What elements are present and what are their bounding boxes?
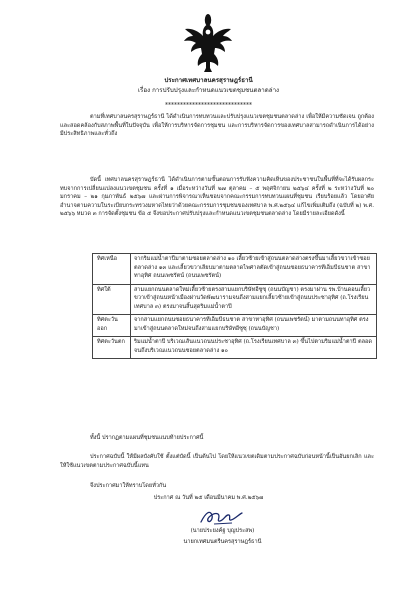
paragraph-procedure: บัดนี้ เทศบาลนครสุราษฎร์ธานี ได้ดำเนินการตามขั้นตอนการรับฟังความคิดเห็นของประชาชนในพื้นที่ที่จะได้รับผลกระทบจากการเปลี่ยนแปลงแนวเขตชุมชน ครั้งที่ ๑ เมื่อระหว่างวันที่ ๒๗ ตุลาคม – ๕ พฤศจิกายน ๒๕๖๔ ครั้งที่ ๒ ระหว่างวันที่ ๒๐ มกราคม – ๒๑ กุมภาพันธ์ ๒๕๖๗ และผ่านการพิจารณาเห็นชอบจากคณะกรรมการทบทวนแผนที่ชุมชน เรียบร้อยแล้ว โดยอาศัยอำนาจตามความในระเบียบกระทรวงมหาดไทยว่าด้วยคณะกรรมการชุมชนของเทศบาล พ.ศ.๒๕๖๔ แก้ไขเพิ่มเติมถึง (ฉบับที่ ๒) พ.ศ. ๒๕๖๖ หมวด ๓ การจัดตั้งชุมชน ข้อ ๕ จึงขอประกาศปรับปรุงและกำหนดแนวเขตชุมชนตลาดล่าง โดยมีรายละเอียดดังนี้ (60, 177, 374, 217)
announcement-date: ประกาศ ณ วันที่ ๒๕ เดือนมีนาคม พ.ศ.๒๕๖๗ (153, 495, 264, 501)
announcement-subject: เรื่อง การปรับปรุงและกำหนดแนวเขตชุมชนตลาดล่าง (137, 87, 280, 94)
boundary-direction: ทิศเหนือ (93, 254, 131, 285)
boundary-description: ริมแม่น้ำตาปี บริเวณเส้นแนวถนนประชาอุทิศ (ถ.โรงเรียนเทศบาล ๓) ขึ้นไปตามริมแม่น้ำตาปี ตลอดจนถึงบริเวณแนวถนนซอยตลาดล่าง ๑๐ (131, 337, 377, 359)
boundary-row-north (93, 254, 377, 285)
paragraph-intro: ตามที่เทศบาลนครสุราษฎร์ธานี ได้ดำเนินการทบทวนและปรับปรุงแนวเขตชุมชนตลาดล่าง เพื่อให้มีความชัดเจน ถูกต้อง และสอดคล้องกับสภาพพื้นที่ในปัจจุบัน เพื่อให้การบริหารจัดการชุมชน และการบริหารจัดการของเทศบาลสามารถดำเนินการได้อย่างมีประสิทธิภาพและทั่วถึง (60, 114, 374, 137)
signature-mark (198, 506, 244, 528)
paragraph-effective: ประกาศฉบับนี้ ให้มีผลบังคับใช้ ตั้งแต่บัดนี้ เป็นต้นไป โดยให้แนวเขตเดิมตามประกาศฉบับก่อนหน้านี้เป็นอันยกเลิก และให้ใช้แนวเขตตามประกาศฉบับนี้แทน (60, 454, 374, 469)
boundary-row-east (93, 315, 377, 337)
signer-name: (นายประยงค์ฐ บุญประสพ) (190, 528, 255, 534)
boundary-table (92, 253, 377, 359)
announcement-title: ประกาศเทศบาลนครสุราษฎร์ธานี (164, 77, 253, 84)
paragraph-map-reference: ทั้งนี้ ปรากฏตามแผนที่ชุมชนแนบท้ายประกาศนี้ (90, 435, 204, 441)
separator-line: ***************************** (165, 102, 252, 109)
boundary-description: จากสามแยกถนนซอยธนาคารทีเอ็มบีธนชาต สาขาทาอุทิศ (ถนนเพชรัตน์) มาตามถนนทาอุทิศ ตรงมาเข้าสู่ถนนตลาดใหม่จนถึงสามแยกบริษัทอีซูซุ (ถนนบัญชา) (131, 315, 377, 337)
boundary-row-south (93, 284, 377, 315)
boundary-row-west (93, 337, 377, 359)
garuda-emblem-icon (182, 12, 234, 74)
boundary-direction: ทิศตะวันออก (93, 315, 131, 337)
boundary-description: สามแยกถนนตลาดใหม่เลี้ยวซ้ายตรงสามแยกบริษัทอีซูซุ (ถนนบัญชา) ตรงมาผ่าน รพ.บ้านดอนเลี้ยวขวาเข้าสู่ถนนหน้าเมืองผ่านวัดพัฒนารามจนถึงสามแยกเลี้ยวซ้ายเข้าสู่ถนนประชาอุทิศ (ถ.โรงเรียนเทศบาล ๓) ตรงมาจนสิ้นสุดริมแม่น้ำตาปี (131, 284, 377, 315)
paragraph-closing: จึงประกาศมาให้ทราบโดยทั่วกัน (90, 483, 167, 489)
boundary-description: จากริมแม่น้ำตาปีมาตามซอยตลาดล่าง ๑๐ เลี้ยวซ้ายเข้าสู่ถนนตลาดล่างตรงขึ้นมาเลี้ยวขวาเข้าซอยตลาดล่าง ๑๓ และเลี้ยวขวาเลียบมาตามตลาดไพศาลตัดเข้าสู่ถนนซอยธนาคารทีเอ็มบีธนชาต สาขาทาอุทิศ ถนนเพชรัตน์ (ถนนเพชรัตน์) (131, 254, 377, 285)
signer-position: นายกเทศมนตรีนครสุราษฎร์ธานี (183, 539, 262, 545)
boundary-direction: ทิศใต้ (93, 284, 131, 315)
boundary-direction: ทิศตะวันตก (93, 337, 131, 359)
